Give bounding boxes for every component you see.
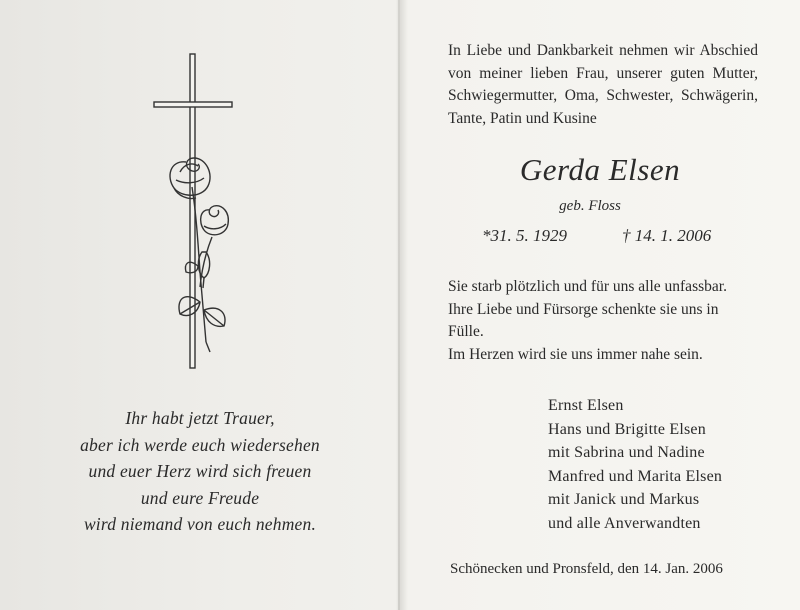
family-member: mit Janick und Markus xyxy=(548,491,700,508)
message-line: Fülle. xyxy=(448,323,484,340)
deceased-name: Gerda Elsen xyxy=(519,152,681,187)
verse-line: und eure Freude xyxy=(140,487,260,508)
right-panel xyxy=(400,0,800,610)
left-panel xyxy=(0,0,398,610)
family-member: Ernst Elsen xyxy=(548,397,624,414)
intro-text: In Liebe und Dankbarkeit nehmen wir Abschied von meiner lieben Frau, unserer guten Mutter, Schwiegermutter, Oma, Schwester, Schwägerin, Tante, Patin und Kusine xyxy=(448,42,758,127)
message-text xyxy=(448,276,768,366)
message-line: Ihre Liebe und Fürsorge schenkte sie uns in xyxy=(448,300,719,318)
life-dates xyxy=(482,226,742,246)
place-date-footer: Schönecken und Pronsfeld, den 14. Jan. 2006 xyxy=(450,561,723,577)
birth-date: *31. 5. 1929 xyxy=(482,226,567,245)
message-line: Im Herzen wird sie uns immer nahe sein. xyxy=(448,345,703,363)
verse-line: aber ich werde euch wiedersehen xyxy=(80,434,320,455)
family-member: Manfred und Marita Elsen xyxy=(548,467,723,485)
family-member: Hans und Brigitte Elsen xyxy=(548,420,706,438)
maiden-name: geb. Floss xyxy=(559,198,621,214)
family-list xyxy=(548,394,798,535)
cross-with-roses-icon xyxy=(140,52,250,372)
verse-line: wird niemand von euch nehmen. xyxy=(83,514,317,534)
verse-line: Ihr habt jetzt Trauer, xyxy=(125,408,275,428)
message-line: Sie starb plötzlich und für uns alle unfassbar. xyxy=(448,278,727,295)
death-date: † 14. 1. 2006 xyxy=(622,226,712,245)
family-member: mit Sabrina und Nadine xyxy=(548,444,705,461)
family-member: und alle Anverwandten xyxy=(548,514,701,532)
verse xyxy=(30,405,370,538)
verse-line: und euer Herz wird sich freuen xyxy=(88,461,312,481)
